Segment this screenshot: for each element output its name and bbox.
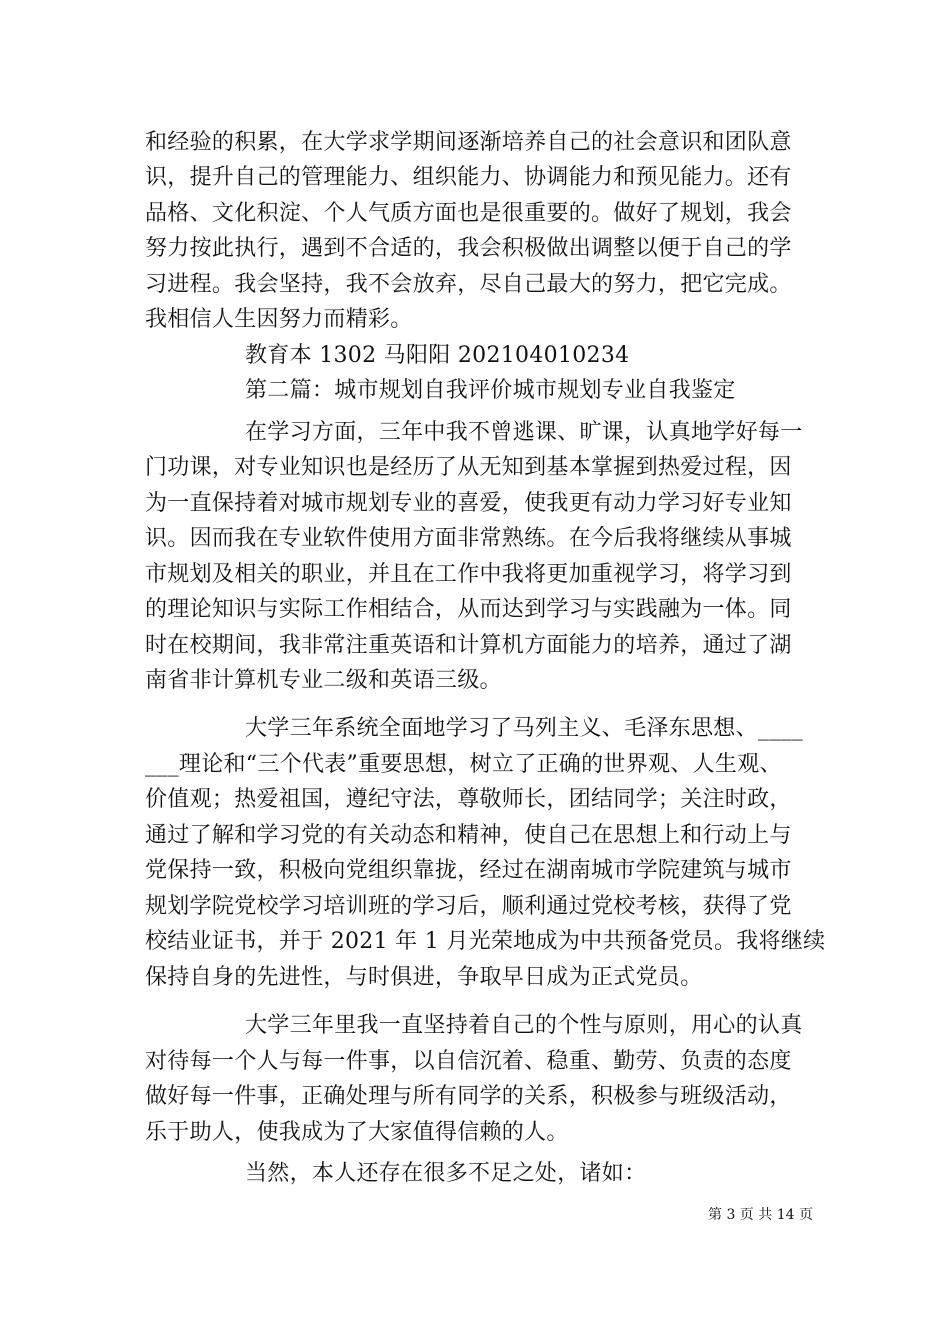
section-title: 第二篇：城市规划自我评价城市规划专业自我鉴定 bbox=[245, 378, 736, 403]
text-line: 通过了解和学习党的有关动态和精神，使自己在思想上和行动上与 bbox=[145, 823, 792, 848]
text-line: 品格、文化积淀、个人气质方面也是很重要的。做好了规划，我会 bbox=[145, 201, 792, 226]
text-line: 门功课，对专业知识也是经历了从无知到基本掌握到热爱过程，因 bbox=[145, 455, 792, 480]
text-line: 规划学院党校学习培训班的学习后，顺利通过党校考核，获得了党 bbox=[145, 894, 792, 919]
text-line: 为一直保持着对城市规划专业的喜爱，使我更有动力学习好专业知 bbox=[145, 491, 792, 516]
text-line: 习进程。我会坚持，我不会放弃，尽自己最大的努力，把它完成。 bbox=[145, 272, 792, 297]
text-line: 大学三年里我一直坚持着自己的个性与原则，用心的认真 bbox=[245, 1013, 803, 1038]
text-line: 校结业证书，并于 2021 年 1 月光荣地成为中共预备党员。我将继续 bbox=[145, 929, 826, 954]
text-line: 时在校期间，我非常注重英语和计算机方面能力的培养，通过了湖 bbox=[145, 633, 792, 658]
text-line: 努力按此执行，遇到不合适的，我会积极做出调整以便于自己的学 bbox=[145, 236, 792, 261]
text-line: 市规划及相关的职业，并且在工作中我将更加重视学习，将学习到 bbox=[145, 562, 792, 587]
author-signature-line: 教育本 1302 马阳阳 202104010234 bbox=[245, 343, 630, 368]
text-line: 大学三年系统全面地学习了马列主义、毛泽东思想、____ bbox=[245, 716, 804, 741]
text-line: ___理论和“三个代表”重要思想，树立了正确的世界观、人生观、 bbox=[145, 752, 782, 777]
text-line: 保持自身的先进性，与时俱进，争取早日成为正式党员。 bbox=[145, 965, 703, 990]
text-line: 做好每一件事，正确处理与所有同学的关系，积极参与班级活动， bbox=[145, 1084, 792, 1109]
text-line: 当然，本人还存在很多不足之处，诸如： bbox=[245, 1161, 647, 1186]
page-number-footer: 第 3 页 共 14 页 bbox=[708, 1207, 813, 1223]
text-line: 价值观；热爱祖国，遵纪守法，尊敬师长，团结同学；关注时政， bbox=[145, 787, 792, 812]
text-line: 乐于助人，使我成为了大家值得信赖的人。 bbox=[145, 1120, 569, 1145]
text-line: 在学习方面，三年中我不曾逃课、旷课，认真地学好每一 bbox=[245, 420, 803, 445]
text-line: 和经验的积累，在大学求学期间逐渐培养自己的社会意识和团队意 bbox=[145, 130, 792, 155]
text-line: 对待每一个人与每一件事，以自信沉着、稳重、勤劳、负责的态度 bbox=[145, 1049, 792, 1074]
text-line: 我相信人生因努力而精彩。 bbox=[145, 307, 413, 332]
text-line: 识，提升自己的管理能力、组织能力、协调能力和预见能力。还有 bbox=[145, 165, 792, 190]
text-line: 识。因而我在专业软件使用方面非常熟练。在今后我将继续从事城 bbox=[145, 526, 792, 551]
text-line: 南省非计算机专业二级和英语三级。 bbox=[145, 668, 502, 693]
text-line: 的理论知识与实际工作相结合，从而达到学习与实践融为一体。同 bbox=[145, 597, 792, 622]
text-line: 党保持一致，积极向党组织靠拢，经过在湖南城市学院建筑与城市 bbox=[145, 858, 792, 883]
